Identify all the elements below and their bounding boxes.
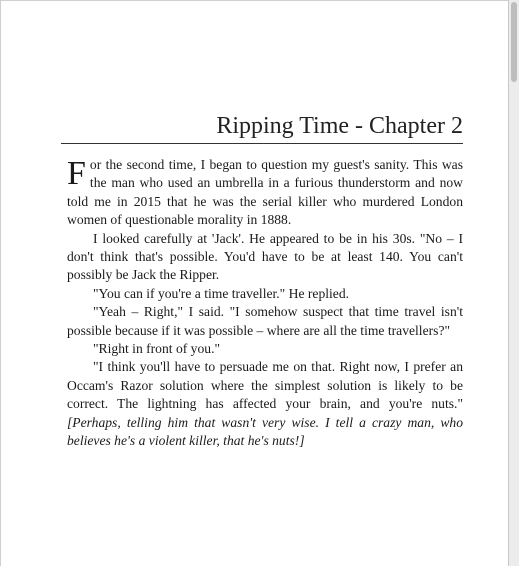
paragraph-5: "Right in front of you." [93,341,221,357]
paragraph-6-text: "I think you'll have to persuade me on that. Right now, I prefer an Occam's Razor solution where the simplest solution is likely to be correct. The lightning has affected your brain, and you're nuts." [67,359,463,412]
chapter-title: Ripping Time - Chapter 2 [61,113,463,144]
paragraph-1-text: or the second time, I began to question my guest's sanity. This was the man who used an umbrella in a furious thunderstorm and now told me in 2015 that he was the serial killer who murdered London women of questionable morality in 1888. [67,157,463,228]
vertical-scrollbar[interactable] [508,0,519,566]
paragraph-2: I looked carefully at 'Jack'. He appeared to be in his 30s. "No – I don't think that's possible. You'd have to be at least 140. You can't possibly be Jack the Ripper. [67,230,463,283]
chapter-body [67,156,463,451]
paragraph-6 [67,358,463,450]
scrollbar-thumb[interactable] [511,2,517,82]
paragraph-1 [67,156,463,230]
drop-cap: F [67,155,86,192]
narrator-aside: [Perhaps, telling him that wasn't very wise. I tell a crazy man, who believes he's a violent killer, that he's nuts!] [67,414,463,449]
paragraph-3: "You can if you're a time traveller." He replied. [93,285,350,301]
paragraph-4: "Yeah – Right," I said. "I somehow suspect that time travel isn't possible because if it was possible – where are all the time travellers?" [67,304,463,338]
